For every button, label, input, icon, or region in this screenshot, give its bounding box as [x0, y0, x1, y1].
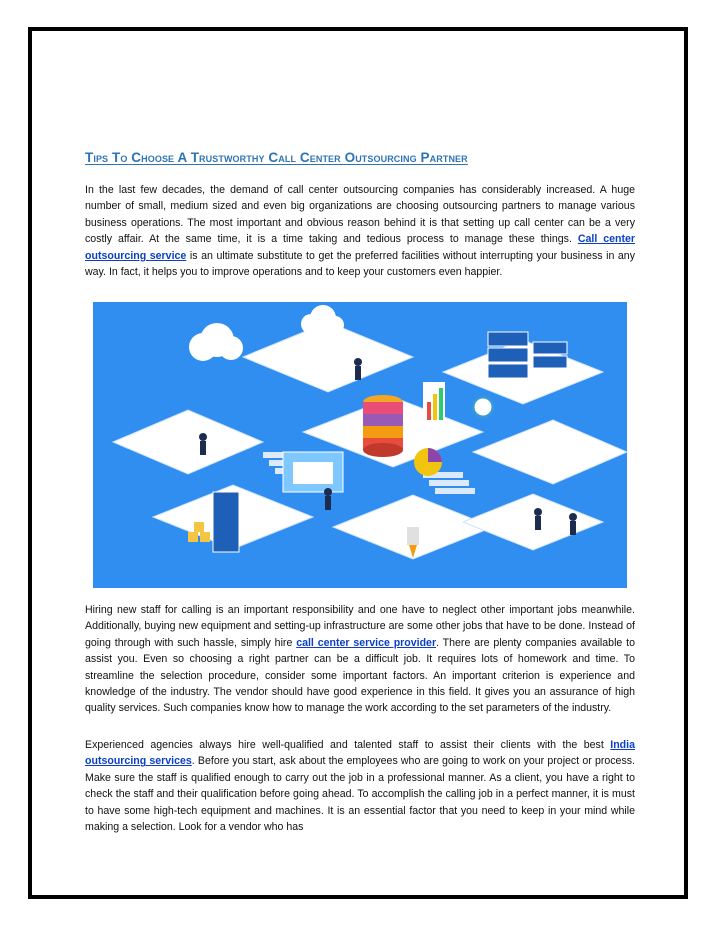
paragraph-agencies — [85, 737, 635, 835]
link-india-outsourcing-services[interactable]: India outsourcing services — [85, 739, 635, 768]
link-call-center-outsourcing-service[interactable]: Call center outsourcing service — [85, 233, 635, 262]
paragraph-text: . There are plenty companies available to assist you. Even so choosing a right partner can be a difficult job. It requires lots of homework and time. To streamline the selection procedure, consider some important factors. An important criterion is experience and knowledge of the industry. The vendor should have good experience in this field. It gives you an assurance of high quality services. Such companies know how to manage the work according to the set parameters of the industry. — [85, 636, 635, 715]
article-title: Tips To Choose A Trustworthy Call Center Outsourcing Partner — [85, 150, 468, 165]
paragraph-text: is an ultimate substitute to get the preferred facilities without interrupting your business in any way. In fact, it helps you to improve operations and to keep your customers even happier. — [85, 249, 636, 279]
paragraph-hiring — [85, 602, 635, 717]
paragraph-text: Experienced agencies always hire well-qualified and talented staff to assist their clients with the best — [85, 739, 611, 751]
paragraph-text: Hiring new staff for calling is an important responsibility and one have to neglect other important jobs meanwhile. Additionally, buying new equipment and setting-up infrastructure are some other jobs that have to be done. Instead of going through with such hassle, simply hire — [85, 604, 635, 649]
link-call-center-service-provider[interactable]: call center service provider — [296, 636, 437, 649]
paragraph-text: . Before you start, ask about the employees who are going to work on your project or process. Make sure the staff is qualified enough to carry out the job in a professional manner. As a client, you have a right to check the staff and their qualification before going ahead. To accomplish the calling job in a perfect manner, it is must to have some high-tech equipment and machines. It is an essential factor that you need to keep in your mind while making a selection. Look for a vendor who has — [85, 755, 635, 834]
paragraph-text: In the last few decades, the demand of call center outsourcing companies has considerably increased. A huge number of small, medium sized and even big organizations are choosing outsourcing partners to manage various business operations. The most important and obvious reason behind it is that setting up call center can be a very costly affair. At the same time, it is a time taking and tedious process to manage these things. — [85, 184, 635, 246]
isometric-office-illustration — [93, 302, 627, 588]
paragraph-intro — [85, 182, 635, 280]
